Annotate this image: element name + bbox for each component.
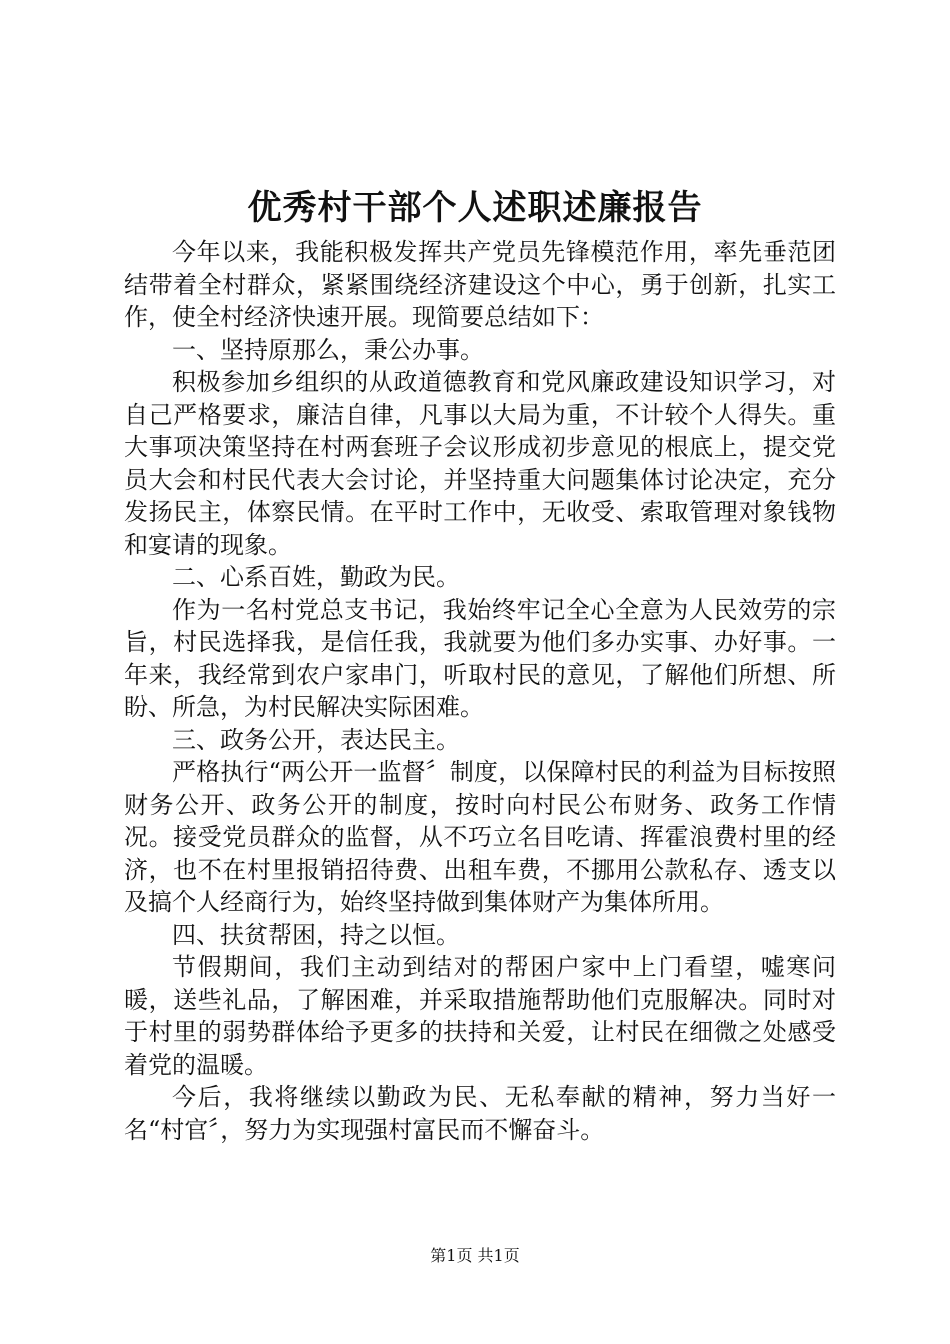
document-title: 优秀村干部个人述职述廉报告 <box>247 188 703 228</box>
paragraph-section-4: 节假期间，我们主动到结对的帮困户家中上门看望，嘘寒问暖，送些礼品，了解困难，并采取措施帮助他们克服解决。同时对于村里的弱势群体给予更多的扶持和关爱，让村民在细微之处感受着党的温暖。 <box>124 953 836 1079</box>
paragraph-conclusion: 今后，我将继续以勤政为民、无私奉献的精神，努力当好一名“村官〞，努力为实现强村富民而不懈奋斗。 <box>124 1083 836 1144</box>
section-heading-4: 四、扶贫帮困，持之以恒。 <box>172 920 460 949</box>
paragraph-section-2: 作为一名村党总支书记，我始终牢记全心全意为人民效劳的宗旨，村民选择我，是信任我，我就要为他们多办实事、办好事。一年来，我经常到农户家串门，听取村民的意见，了解他们所想、所盼、所急，为村民解决实际困难。 <box>124 595 836 721</box>
page-footer: 第1页 共1页 <box>430 1246 520 1265</box>
section-heading-1: 一、坚持原那么，秉公办事。 <box>172 335 484 364</box>
paragraph-section-3: 严格执行“两公开一监督〞制度，以保障村民的利益为目标按照财务公开、政务公开的制度，按时向村民公布财务、政务工作情况。接受党员群众的监督，从不巧立名目吃请、挥霍浪费村里的经济，也不在村里报销招待费、出租车费，不挪用公款私存、透支以及搞个人经商行为，始终坚持做到集体财产为集体所用。 <box>124 758 836 916</box>
paragraph-section-1: 积极参加乡组织的从政道德教育和党风廉政建设知识学习，对自己严格要求，廉洁自律，凡事以大局为重，不计较个人得失。重大事项决策坚持在村两套班子会议形成初步意见的根底上，提交党员大会和村民代表大会讨论，并坚持重大问题集体讨论决定，充分发扬民主，体察民情。在平时工作中，无收受、索取管理对象钱物和宴请的现象。 <box>124 368 836 559</box>
document-body <box>124 236 836 1146</box>
paragraph-intro: 今年以来，我能积极发挥共产党员先锋模范作用，率先垂范团结带着全村群众，紧紧围绕经济建设这个中心，勇于创新，扎实工作，使全村经济快速开展。现简要总结如下： <box>124 238 836 331</box>
section-heading-3: 三、政务公开，表达民主。 <box>172 725 460 754</box>
section-heading-2: 二、心系百姓，勤政为民。 <box>172 563 460 591</box>
